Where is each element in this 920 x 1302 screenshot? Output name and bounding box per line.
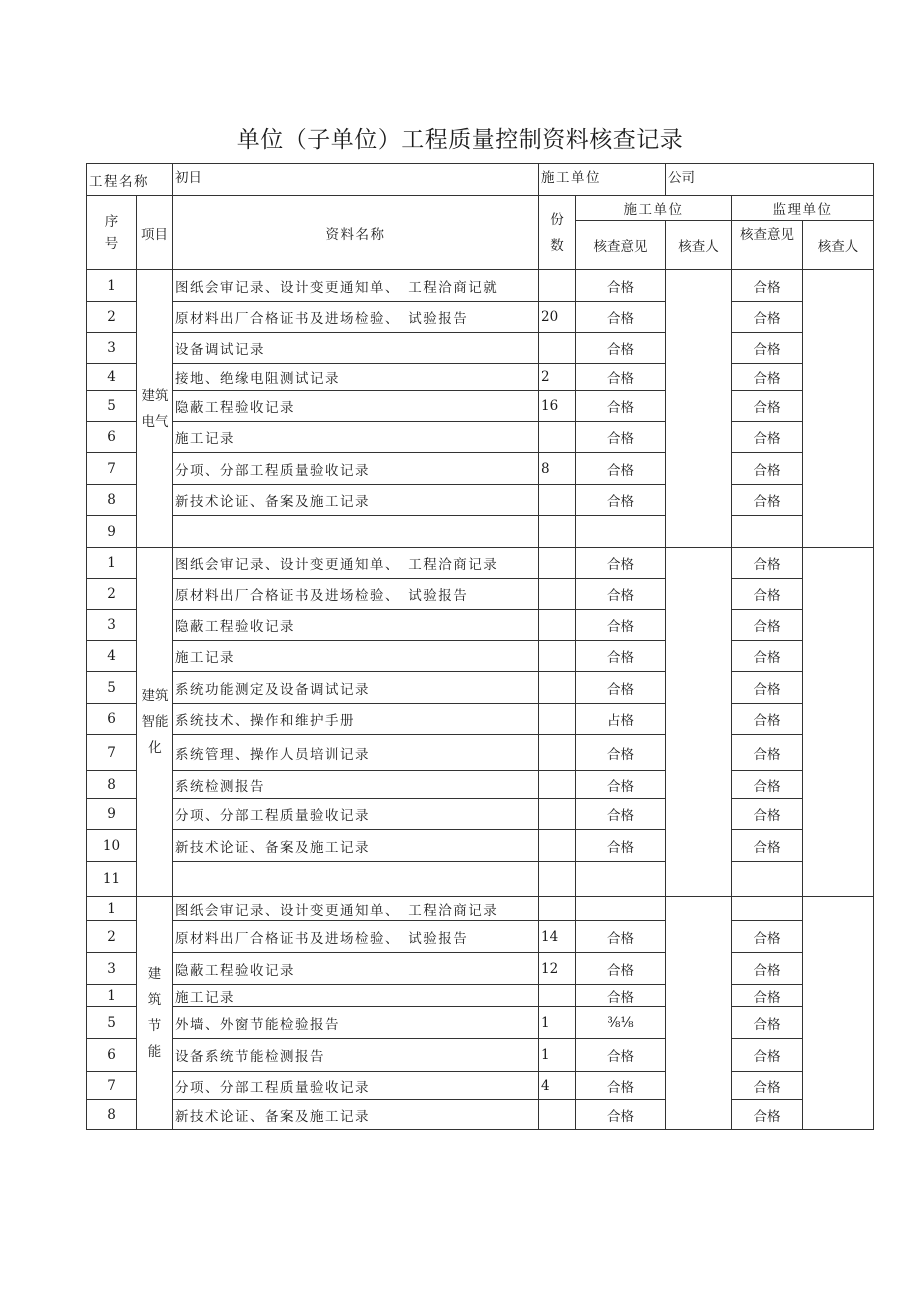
- table-row: [87, 1039, 874, 1072]
- supervision-review-opinion: 合格: [732, 1072, 803, 1100]
- document-name: 系统检测报告: [173, 771, 539, 799]
- header-reviewer-2: 核查人: [803, 221, 874, 270]
- header-supervision-unit: 监理单位: [732, 196, 874, 221]
- row-number: 1: [87, 985, 137, 1007]
- copies-count: 4: [539, 1072, 576, 1100]
- document-name: 分项、分部工程质量验收记录: [173, 1072, 539, 1100]
- copies-count: [539, 897, 576, 921]
- row-number: 7: [87, 1072, 137, 1100]
- copies-count: 1: [539, 1039, 576, 1072]
- supervision-review-opinion: 合格: [732, 422, 803, 453]
- copies-count: [539, 799, 576, 830]
- construction-review-opinion: 合格: [576, 641, 666, 672]
- construction-review-opinion: 合格: [576, 579, 666, 610]
- header-copies-text: 份数: [550, 211, 564, 254]
- table-row: [87, 672, 874, 704]
- copies-count: [539, 516, 576, 548]
- table-row: [87, 453, 874, 485]
- row-number: 1: [87, 548, 137, 579]
- row-number: 3: [87, 610, 137, 641]
- copies-count: 20: [539, 302, 576, 333]
- construction-review-opinion: 合格: [576, 391, 666, 422]
- table-row: [87, 897, 874, 921]
- construction-review-opinion: 合格: [576, 953, 666, 985]
- document-name: 图纸会审记录、设计变更通知单、 工程洽商记录: [173, 897, 539, 921]
- row-number: 11: [87, 862, 137, 897]
- document-name: [173, 516, 539, 548]
- supervision-review-opinion: 合格: [732, 485, 803, 516]
- document-name: 施工记录: [173, 985, 539, 1007]
- copies-count: [539, 579, 576, 610]
- header-seq-text: 序号: [104, 213, 119, 252]
- copies-count: [539, 830, 576, 862]
- construction-review-opinion: 合格: [576, 422, 666, 453]
- supervision-review-opinion: 合格: [732, 830, 803, 862]
- construction-review-opinion: 合格: [576, 1039, 666, 1072]
- header-reviewer: 核查人: [666, 221, 732, 270]
- document-name: 新技术论证、备案及施工记录: [173, 1100, 539, 1130]
- row-number: 2: [87, 579, 137, 610]
- table-row: [87, 333, 874, 364]
- table-row: [87, 921, 874, 953]
- construction-review-opinion: [576, 516, 666, 548]
- project-name-label: 工程名称: [87, 164, 173, 196]
- document-name: 图纸会审记录、设计变更通知单、 工程洽商记就: [173, 270, 539, 302]
- table-row: [87, 771, 874, 799]
- header-seq: [87, 196, 137, 270]
- table-row: [87, 830, 874, 862]
- supervision-review-opinion: 合格: [732, 579, 803, 610]
- copies-count: [539, 610, 576, 641]
- row-number: 7: [87, 453, 137, 485]
- construction-review-opinion: 合格: [576, 1072, 666, 1100]
- supervision-review-opinion: [732, 897, 803, 921]
- copies-count: [539, 333, 576, 364]
- table-row: [87, 610, 874, 641]
- row-number: 6: [87, 1039, 137, 1072]
- row-number: 10: [87, 830, 137, 862]
- construction-review-opinion: [576, 862, 666, 897]
- document-name: 新技术论证、备案及施工记录: [173, 830, 539, 862]
- category-label: 建筑电气: [141, 387, 169, 430]
- construction-reviewer: [666, 897, 732, 1130]
- construction-reviewer: [666, 270, 732, 548]
- table-row: [87, 302, 874, 333]
- quality-control-table: [86, 163, 874, 1130]
- construction-review-opinion: 合格: [576, 672, 666, 704]
- copies-count: 1: [539, 1007, 576, 1039]
- copies-count: 8: [539, 453, 576, 485]
- header-doc-name: 资料名称: [173, 196, 539, 270]
- table-row: [87, 548, 874, 579]
- copies-count: [539, 485, 576, 516]
- row-number: 6: [87, 422, 137, 453]
- document-name: 施工记录: [173, 641, 539, 672]
- copies-count: [539, 735, 576, 771]
- row-number: 2: [87, 302, 137, 333]
- document-name: 施工记录: [173, 422, 539, 453]
- info-row: [87, 164, 874, 196]
- construction-unit-label: 施工单位: [539, 164, 666, 196]
- supervision-review-opinion: 合格: [732, 799, 803, 830]
- table-row: [87, 516, 874, 548]
- construction-review-opinion: 合格: [576, 485, 666, 516]
- row-number: 5: [87, 1007, 137, 1039]
- copies-count: [539, 422, 576, 453]
- document-name: 外墙、外窗节能检验报告: [173, 1007, 539, 1039]
- construction-unit-value: 公司: [666, 164, 874, 196]
- copies-count: [539, 270, 576, 302]
- document-name: 隐蔽工程验收记录: [173, 610, 539, 641]
- supervision-review-opinion: 合格: [732, 641, 803, 672]
- construction-review-opinion: [576, 897, 666, 921]
- copies-count: 16: [539, 391, 576, 422]
- copies-count: [539, 672, 576, 704]
- row-number: 4: [87, 364, 137, 391]
- supervision-review-opinion: 合格: [732, 391, 803, 422]
- row-number: 8: [87, 1100, 137, 1130]
- copies-count: 12: [539, 953, 576, 985]
- document-name: 分项、分部工程质量验收记录: [173, 799, 539, 830]
- construction-review-opinion: 合格: [576, 333, 666, 364]
- table-row: [87, 1072, 874, 1100]
- supervision-review-opinion: 合格: [732, 270, 803, 302]
- supervision-review-opinion: 合格: [732, 364, 803, 391]
- table-row: [87, 735, 874, 771]
- supervision-review-opinion: 合格: [732, 1039, 803, 1072]
- document-name: 原材料出厂合格证书及进场检验、 试验报告: [173, 921, 539, 953]
- table-row: [87, 641, 874, 672]
- header-review-opinion: 核查意见: [576, 221, 666, 270]
- document-name: 设备调试记录: [173, 333, 539, 364]
- header-row-1: [87, 196, 874, 221]
- document-name: 分项、分部工程质量验收记录: [173, 453, 539, 485]
- row-number: 5: [87, 391, 137, 422]
- table-row: [87, 1007, 874, 1039]
- construction-review-opinion: 合格: [576, 1100, 666, 1130]
- document-name: 隐蔽工程验收记录: [173, 953, 539, 985]
- supervision-review-opinion: [732, 516, 803, 548]
- category-label: 建筑节能: [147, 966, 162, 1060]
- row-number: 1: [87, 270, 137, 302]
- supervision-reviewer: [803, 548, 874, 897]
- document-name: 新技术论证、备案及施工记录: [173, 485, 539, 516]
- category-cell: [137, 548, 173, 897]
- construction-review-opinion: 合格: [576, 735, 666, 771]
- supervision-review-opinion: 合格: [732, 610, 803, 641]
- document-name: 系统功能测定及设备调试记录: [173, 672, 539, 704]
- document-name: 原材料出厂合格证书及进场检验、 试验报告: [173, 302, 539, 333]
- table-row: [87, 485, 874, 516]
- supervision-reviewer: [803, 897, 874, 1130]
- supervision-review-opinion: 合格: [732, 453, 803, 485]
- table-row: [87, 1100, 874, 1130]
- table-row: [87, 862, 874, 897]
- row-number: 2: [87, 921, 137, 953]
- row-number: 3: [87, 333, 137, 364]
- page-title: 单位（子单位）工程质量控制资料核查记录: [236, 127, 684, 153]
- row-number: 8: [87, 771, 137, 799]
- project-name-value: 初日: [173, 164, 539, 196]
- supervision-review-opinion: 合格: [732, 921, 803, 953]
- construction-review-opinion: 合格: [576, 270, 666, 302]
- row-number: 7: [87, 735, 137, 771]
- copies-count: [539, 985, 576, 1007]
- supervision-review-opinion: 合格: [732, 1007, 803, 1039]
- copies-count: 14: [539, 921, 576, 953]
- table-row: [87, 799, 874, 830]
- copies-count: [539, 641, 576, 672]
- row-number: 3: [87, 953, 137, 985]
- table-row: [87, 953, 874, 985]
- construction-review-opinion: 合格: [576, 771, 666, 799]
- table-body: [87, 164, 874, 1130]
- construction-review-opinion: 合格: [576, 985, 666, 1007]
- row-number: 9: [87, 516, 137, 548]
- copies-count: [539, 704, 576, 735]
- supervision-review-opinion: 合格: [732, 704, 803, 735]
- copies-count: [539, 548, 576, 579]
- row-number: 8: [87, 485, 137, 516]
- copies-count: 2: [539, 364, 576, 391]
- row-number: 9: [87, 799, 137, 830]
- supervision-reviewer: [803, 270, 874, 548]
- document-name: 系统管理、操作人员培训记录: [173, 735, 539, 771]
- construction-review-opinion: 合格: [576, 799, 666, 830]
- construction-review-opinion: 合格: [576, 610, 666, 641]
- copies-count: [539, 862, 576, 897]
- document-name: [173, 862, 539, 897]
- copies-count: [539, 1100, 576, 1130]
- category-cell: [137, 897, 173, 1130]
- construction-review-opinion: 占格: [576, 704, 666, 735]
- document-name: 接地、绝缘电阻测试记录: [173, 364, 539, 391]
- row-number: 5: [87, 672, 137, 704]
- category-cell: [137, 270, 173, 548]
- table-row: [87, 985, 874, 1007]
- construction-review-opinion: ⅜⅛: [576, 1007, 666, 1039]
- row-number: 4: [87, 641, 137, 672]
- construction-review-opinion: 合格: [576, 921, 666, 953]
- supervision-review-opinion: 合格: [732, 735, 803, 771]
- table-row: [87, 364, 874, 391]
- supervision-review-opinion: 合格: [732, 953, 803, 985]
- document-name: 原材料出厂合格证书及进场检验、 试验报告: [173, 579, 539, 610]
- table-row: [87, 579, 874, 610]
- document-name: 系统技术、操作和维护手册: [173, 704, 539, 735]
- supervision-review-opinion: 合格: [732, 333, 803, 364]
- table-row: [87, 270, 874, 302]
- header-copies: [539, 196, 576, 270]
- supervision-review-opinion: 合格: [732, 1100, 803, 1130]
- supervision-review-opinion: 合格: [732, 548, 803, 579]
- document-name: 图纸会审记录、设计变更通知单、 工程洽商记录: [173, 548, 539, 579]
- table-row: [87, 391, 874, 422]
- header-construction-unit: 施工单位: [576, 196, 732, 221]
- document-name: 隐蔽工程验收记录: [173, 391, 539, 422]
- table-row: [87, 704, 874, 735]
- supervision-review-opinion: 合格: [732, 302, 803, 333]
- document-name: 设备系统节能检测报告: [173, 1039, 539, 1072]
- table-row: [87, 422, 874, 453]
- construction-review-opinion: 合格: [576, 302, 666, 333]
- construction-review-opinion: 合格: [576, 548, 666, 579]
- supervision-review-opinion: 合格: [732, 771, 803, 799]
- construction-review-opinion: 合格: [576, 830, 666, 862]
- row-number: 6: [87, 704, 137, 735]
- construction-review-opinion: 合格: [576, 364, 666, 391]
- supervision-review-opinion: 合格: [732, 672, 803, 704]
- category-label: 建筑智能化: [141, 688, 169, 756]
- construction-reviewer: [666, 548, 732, 897]
- construction-review-opinion: 合格: [576, 453, 666, 485]
- supervision-review-opinion: [732, 862, 803, 897]
- supervision-review-opinion: 合格: [732, 985, 803, 1007]
- header-review-opinion-2: 核查意见: [732, 221, 803, 270]
- row-number: 1: [87, 897, 137, 921]
- copies-count: [539, 771, 576, 799]
- header-item: 项目: [137, 196, 173, 270]
